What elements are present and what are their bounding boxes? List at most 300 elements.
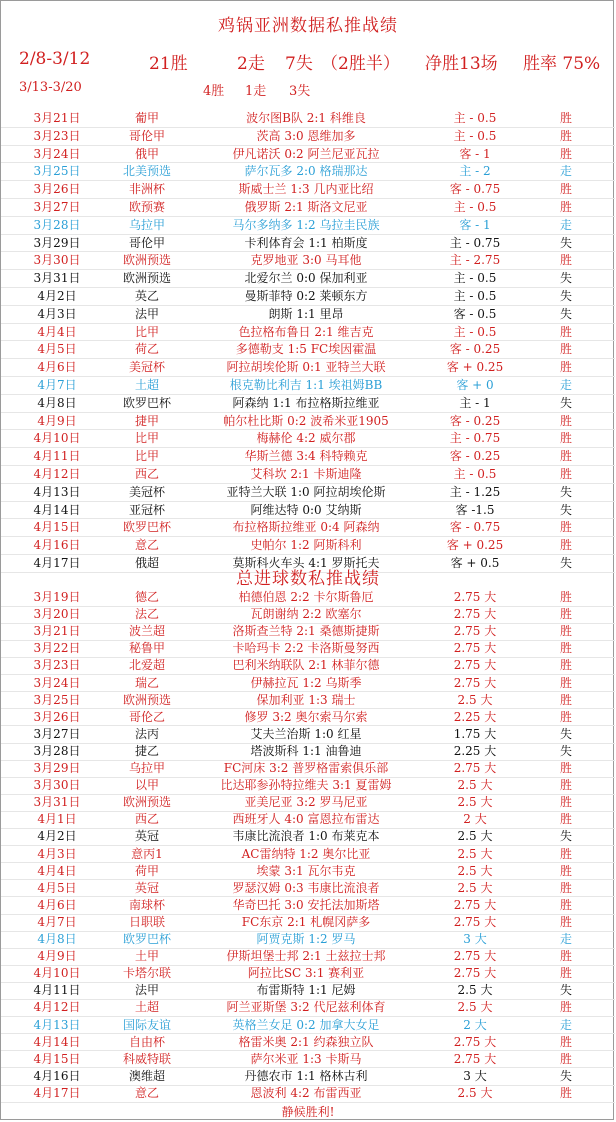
result-mark: 胜 xyxy=(559,778,572,793)
league-name: 英冠 xyxy=(134,880,159,895)
match-date: 3月30日 xyxy=(33,253,81,268)
match-date: 4月13日 xyxy=(33,1017,81,1032)
match-score: 萨尔瓦多 2:0 格瑞那达 xyxy=(244,164,368,179)
match-date: 4月13日 xyxy=(33,484,81,499)
match-date: 4月7日 xyxy=(37,378,77,392)
match-date: 4月4日 xyxy=(37,863,77,878)
result-row xyxy=(1,395,615,413)
handicap-line: 2.5 大 xyxy=(457,983,493,998)
summary2-losses: 3失 xyxy=(289,84,311,99)
result-row xyxy=(1,589,615,607)
result-row xyxy=(1,692,615,710)
handicap-line: 2.75 大 xyxy=(453,675,497,690)
match-date: 3月28日 xyxy=(33,217,81,232)
result-row xyxy=(1,709,615,727)
result-mark: 胜 xyxy=(559,467,572,481)
match-score: 华斯兰德 3:4 科特赖克 xyxy=(244,449,368,464)
result-row xyxy=(1,502,615,520)
match-date: 4月12日 xyxy=(33,1000,81,1015)
league-name: 欧洲预选 xyxy=(122,692,171,707)
league-name: 哥伦乙 xyxy=(128,709,165,724)
handicap-line: 客 + 0.25 xyxy=(446,538,504,553)
handicap-line: 主 - 0.5 xyxy=(453,111,497,125)
result-mark: 胜 xyxy=(559,949,572,964)
match-date: 4月11日 xyxy=(33,449,81,464)
handicap-line: 2.75 大 xyxy=(453,966,497,981)
match-date: 3月27日 xyxy=(33,726,81,741)
match-score: 梅赫伦 4:2 威尔郡 xyxy=(256,431,356,446)
handicap-line: 2.5 大 xyxy=(457,829,493,844)
match-date: 3月24日 xyxy=(33,675,81,690)
handicap-line: 客 - 0.25 xyxy=(449,449,501,464)
league-name: 自由杯 xyxy=(128,1034,165,1049)
league-name: 欧罗巴杯 xyxy=(122,520,171,535)
match-date: 3月28日 xyxy=(33,743,81,758)
result-row xyxy=(1,146,615,164)
handicap-line: 1.75 大 xyxy=(453,726,497,741)
match-score: 多德勒支 1:5 FC埃因霍温 xyxy=(235,342,377,357)
result-mark: 走 xyxy=(559,378,572,392)
handicap-line: 2.75 大 xyxy=(453,590,497,604)
handicap-line: 2.5 大 xyxy=(457,1000,493,1015)
handicap-line: 2.5 大 xyxy=(457,692,493,707)
result-row xyxy=(1,965,615,983)
result-mark: 走 xyxy=(559,164,572,179)
match-date: 3月23日 xyxy=(33,128,81,143)
result-row xyxy=(1,914,615,932)
match-score: 亚特兰大联 1:0 阿拉胡埃伦斯 xyxy=(226,484,386,499)
result-mark: 失 xyxy=(559,235,572,250)
result-mark: 胜 xyxy=(559,342,572,357)
league-name: 北美预选 xyxy=(122,164,171,179)
match-score: 斯威士兰 1:3 几内亚比绍 xyxy=(238,182,374,197)
league-name: 欧洲预选 xyxy=(122,795,171,810)
result-mark: 胜 xyxy=(559,324,572,339)
result-row xyxy=(1,828,615,846)
summary2-period: 3/13-3/20 xyxy=(19,80,82,95)
summary1-half: （2胜半） xyxy=(321,54,400,74)
league-name: 意丙1 xyxy=(131,846,163,861)
result-row xyxy=(1,235,615,253)
league-name: 卡塔尔联 xyxy=(122,966,171,981)
match-score: 丹德农市 1:1 格林古利 xyxy=(244,1068,368,1083)
match-score: 英格兰女足 0:2 加拿大女足 xyxy=(232,1017,380,1032)
result-row xyxy=(1,640,615,658)
match-score: 伊斯坦堡士邦 2:1 土兹拉士邦 xyxy=(226,949,386,964)
result-mark: 胜 xyxy=(559,966,572,981)
result-row xyxy=(1,181,615,199)
result-mark: 胜 xyxy=(559,846,572,861)
handicap-line: 2.75 大 xyxy=(453,914,497,929)
match-score: 西班牙人 4:0 富恩拉布雷达 xyxy=(232,812,380,827)
handicap-line: 2.75 大 xyxy=(453,1051,497,1066)
match-score: 波尔图B队 2:1 科维良 xyxy=(246,111,366,125)
match-score: AC雷纳特 1:2 奥尔比亚 xyxy=(241,846,371,861)
result-mark: 胜 xyxy=(559,880,572,895)
summary1-rate: 胜率 75% xyxy=(523,54,601,74)
result-mark: 胜 xyxy=(559,607,572,622)
match-score: 柏德伯恩 2:2 卡尔斯鲁厄 xyxy=(238,590,374,604)
match-score: 恩波利 4:2 布雷西亚 xyxy=(250,1085,362,1100)
result-mark: 胜 xyxy=(559,431,572,446)
result-mark: 胜 xyxy=(559,641,572,656)
match-date: 3月25日 xyxy=(33,692,81,707)
league-name: 亚冠杯 xyxy=(128,502,165,517)
handicap-line: 2 大 xyxy=(463,1017,487,1032)
result-row xyxy=(1,430,615,448)
result-row xyxy=(1,1034,615,1052)
match-date: 4月8日 xyxy=(37,395,77,410)
match-date: 4月1日 xyxy=(37,812,77,827)
handicap-line: 2.75 大 xyxy=(453,761,497,775)
match-score: 保加利亚 1:3 瑞士 xyxy=(256,692,356,707)
result-mark: 胜 xyxy=(559,624,572,639)
league-name: 北爱超 xyxy=(128,658,165,673)
result-mark: 胜 xyxy=(559,1085,572,1100)
match-date: 3月27日 xyxy=(33,200,81,214)
result-mark: 走 xyxy=(559,932,572,946)
match-score: 阿拉比SC 3:1 赛利亚 xyxy=(247,966,365,981)
result-mark: 胜 xyxy=(559,413,572,428)
match-date: 3月23日 xyxy=(33,658,81,673)
handicap-line: 主 - 2 xyxy=(459,164,491,179)
match-date: 4月6日 xyxy=(37,360,77,375)
league-name: 国际友谊 xyxy=(122,1017,171,1032)
result-mark: 胜 xyxy=(559,709,572,724)
result-mark: 胜 xyxy=(559,1051,572,1066)
league-name: 欧洲预选 xyxy=(122,253,171,268)
match-date: 4月5日 xyxy=(37,342,77,357)
handicap-line: 2.5 大 xyxy=(457,846,493,861)
league-name: 非洲杯 xyxy=(128,182,165,197)
match-date: 4月15日 xyxy=(33,1051,81,1066)
league-name: 英冠 xyxy=(134,829,159,844)
match-score: 茨高 3:0 恩维加多 xyxy=(256,128,356,143)
result-mark: 胜 xyxy=(559,914,572,929)
match-date: 4月17日 xyxy=(33,1085,81,1100)
match-date: 4月16日 xyxy=(33,538,81,553)
match-score: 修罗 3:2 奥尔索马尔索 xyxy=(244,709,368,724)
match-score: 艾夫兰治斯 1:0 红星 xyxy=(250,726,362,741)
league-name: 葡甲 xyxy=(134,111,159,125)
league-name: 科威特联 xyxy=(122,1051,171,1066)
result-row xyxy=(1,657,615,675)
summary2-pushes: 1走 xyxy=(245,84,267,99)
league-name: 南球杯 xyxy=(128,897,165,912)
result-mark: 胜 xyxy=(559,897,572,912)
result-mark: 失 xyxy=(559,556,572,570)
result-row xyxy=(1,448,615,466)
handicap-line: 客 + 0 xyxy=(456,378,494,392)
result-mark: 失 xyxy=(559,289,572,303)
league-name: 欧罗巴杯 xyxy=(122,395,171,410)
result-mark: 胜 xyxy=(559,1034,572,1049)
handicap-line: 客 - 0.25 xyxy=(449,342,501,357)
result-mark: 走 xyxy=(559,1017,572,1032)
match-date: 3月29日 xyxy=(33,761,81,775)
match-score: 根克勒比利吉 1:1 埃祖姆BB xyxy=(229,378,383,392)
result-mark: 胜 xyxy=(559,1000,572,1015)
result-mark: 胜 xyxy=(559,146,572,161)
league-name: 波兰超 xyxy=(128,624,165,639)
result-row xyxy=(1,1068,615,1086)
match-date: 4月15日 xyxy=(33,520,81,535)
match-score: 埃蒙 3:1 瓦尔韦克 xyxy=(256,863,356,878)
league-name: 法甲 xyxy=(134,983,159,998)
match-score: 曼斯菲特 0:2 莱顿东方 xyxy=(244,289,368,303)
league-name: 土甲 xyxy=(134,949,159,964)
match-date: 4月4日 xyxy=(37,324,77,339)
match-score: 阿贾克斯 1:2 罗马 xyxy=(256,932,356,946)
league-name: 英乙 xyxy=(134,289,159,303)
match-score: 朗斯 1:1 里昂 xyxy=(268,306,344,321)
result-mark: 胜 xyxy=(559,538,572,553)
league-name: 法甲 xyxy=(134,306,159,321)
match-date: 4月6日 xyxy=(37,897,77,912)
handicap-line: 主 - 0.5 xyxy=(453,128,497,143)
handicap-line: 2.5 大 xyxy=(457,795,493,810)
league-name: 乌拉甲 xyxy=(128,217,165,232)
match-score: 比达耶参孙特拉维夫 3:1 夏雷姆 xyxy=(220,778,392,793)
handicap-line: 主 - 0.5 xyxy=(453,271,497,286)
match-date: 4月9日 xyxy=(37,413,77,428)
match-date: 3月22日 xyxy=(33,641,81,656)
match-date: 3月31日 xyxy=(33,271,81,286)
match-date: 4月2日 xyxy=(37,829,77,844)
result-row xyxy=(1,760,615,778)
result-mark: 胜 xyxy=(559,863,572,878)
match-date: 4月16日 xyxy=(33,1068,81,1083)
result-row xyxy=(1,484,615,502)
result-row xyxy=(1,999,615,1017)
result-mark: 胜 xyxy=(559,795,572,810)
match-score: 阿维达特 0:0 艾纳斯 xyxy=(250,502,362,517)
league-name: 荷乙 xyxy=(134,342,159,357)
league-name: 土超 xyxy=(134,1000,159,1015)
result-row xyxy=(1,1051,615,1069)
result-row xyxy=(1,537,615,555)
result-mark: 胜 xyxy=(559,449,572,464)
match-score: 阿拉胡埃伦斯 0:1 亚特兰大联 xyxy=(226,360,386,375)
match-date: 3月30日 xyxy=(33,778,81,793)
result-mark: 胜 xyxy=(559,658,572,673)
result-row xyxy=(1,1017,615,1035)
result-row xyxy=(1,931,615,949)
league-name: 欧预赛 xyxy=(128,200,165,214)
match-score: 莫斯科火车头 4:1 罗斯托夫 xyxy=(232,556,380,570)
handicap-line: 主 - 1 xyxy=(459,395,491,410)
result-mark: 胜 xyxy=(559,111,572,125)
asian-title: 鸡锅亚洲数据私推战绩 xyxy=(218,16,398,36)
league-name: 俄超 xyxy=(134,556,159,570)
result-row xyxy=(1,897,615,915)
handicap-line: 2.25 大 xyxy=(453,709,497,724)
league-name: 法乙 xyxy=(134,607,159,622)
result-row xyxy=(1,606,615,624)
result-row xyxy=(1,811,615,829)
result-mark: 失 xyxy=(559,983,572,998)
league-name: 法丙 xyxy=(134,726,159,741)
result-row xyxy=(1,217,615,235)
league-name: 哥伦甲 xyxy=(128,235,165,250)
handicap-line: 2 大 xyxy=(463,812,487,827)
league-name: 日职联 xyxy=(128,914,165,929)
match-score: 巴利米纳联队 2:1 林菲尔德 xyxy=(232,658,380,673)
match-date: 4月3日 xyxy=(37,846,77,861)
league-name: 意乙 xyxy=(134,538,159,553)
result-mark: 胜 xyxy=(559,692,572,707)
league-name: 德乙 xyxy=(134,590,159,604)
result-mark: 胜 xyxy=(559,128,572,143)
match-date: 3月21日 xyxy=(33,111,81,125)
result-row xyxy=(1,252,615,270)
result-mark: 失 xyxy=(559,743,572,758)
league-name: 荷甲 xyxy=(134,863,159,878)
result-row xyxy=(1,880,615,898)
handicap-line: 2.75 大 xyxy=(453,641,497,656)
league-name: 美冠杯 xyxy=(128,484,165,499)
result-mark: 胜 xyxy=(559,182,572,197)
result-mark: 胜 xyxy=(559,590,572,604)
match-score: FC东京 2:1 札幌冈萨多 xyxy=(241,914,371,929)
match-date: 3月29日 xyxy=(33,235,81,250)
match-date: 4月5日 xyxy=(37,880,77,895)
league-name: 捷乙 xyxy=(134,743,159,758)
result-mark: 胜 xyxy=(559,520,572,535)
result-row xyxy=(1,1085,615,1103)
result-row xyxy=(1,846,615,864)
handicap-line: 主 - 2.75 xyxy=(449,253,501,268)
match-score: 布拉格斯拉维亚 0:4 阿森纳 xyxy=(232,520,380,535)
handicap-line: 2.25 大 xyxy=(453,743,497,758)
handicap-line: 客 - 1 xyxy=(459,217,491,232)
result-row xyxy=(1,466,615,484)
match-date: 4月9日 xyxy=(37,949,77,964)
league-name: 美冠杯 xyxy=(128,360,165,375)
match-score: 卡利体育会 1:1 柏斯度 xyxy=(244,235,368,250)
handicap-line: 2.5 大 xyxy=(457,863,493,878)
result-row xyxy=(1,519,615,537)
result-mark: 失 xyxy=(559,271,572,286)
result-row xyxy=(1,743,615,761)
match-date: 4月10日 xyxy=(33,431,81,446)
handicap-line: 客 -1.5 xyxy=(455,502,495,517)
handicap-line: 主 - 0.5 xyxy=(453,324,497,339)
result-mark: 失 xyxy=(559,502,572,517)
match-date: 4月14日 xyxy=(33,502,81,517)
result-mark: 失 xyxy=(559,726,572,741)
result-row xyxy=(1,777,615,795)
handicap-line: 2.75 大 xyxy=(453,658,497,673)
result-row xyxy=(1,128,615,146)
match-score: 马尔多纳多 1:2 乌拉圭民族 xyxy=(232,217,380,232)
league-name: 哥伦甲 xyxy=(128,128,165,143)
match-score: FC河床 3:2 普罗格雷索俱乐部 xyxy=(223,761,389,775)
handicap-line: 3 大 xyxy=(463,932,487,946)
match-score: 伊赫拉瓦 1:2 乌斯季 xyxy=(250,675,362,690)
handicap-line: 客 - 0.75 xyxy=(449,520,501,535)
result-row xyxy=(1,163,615,181)
match-score: 瓦朗谢纳 2:2 欧塞尔 xyxy=(250,607,362,622)
handicap-line: 客 - 1 xyxy=(459,146,491,161)
match-date: 4月14日 xyxy=(33,1034,81,1049)
match-date: 4月12日 xyxy=(33,467,81,481)
match-score: 帕尔杜比斯 0:2 波希米亚1905 xyxy=(223,413,389,428)
handicap-line: 2.5 大 xyxy=(457,1085,493,1100)
match-score: 史帕尔 1:2 阿斯科利 xyxy=(250,538,362,553)
match-date: 4月8日 xyxy=(37,932,77,946)
result-mark: 失 xyxy=(559,395,572,410)
result-row xyxy=(1,794,615,812)
league-name: 土超 xyxy=(134,378,159,392)
league-name: 比甲 xyxy=(134,431,159,446)
result-mark: 胜 xyxy=(559,761,572,775)
match-score: 北爱尔兰 0:0 保加利亚 xyxy=(244,271,368,286)
league-name: 秘鲁甲 xyxy=(128,641,165,656)
match-date: 3月26日 xyxy=(33,709,81,724)
match-date: 3月19日 xyxy=(33,590,81,604)
league-name: 乌拉甲 xyxy=(128,761,165,775)
result-row xyxy=(1,726,615,744)
match-score: 色拉格布鲁日 2:1 维吉克 xyxy=(238,324,374,339)
handicap-line: 2.75 大 xyxy=(453,897,497,912)
handicap-line: 主 - 1.25 xyxy=(449,484,501,499)
handicap-line: 2.75 大 xyxy=(453,607,497,622)
match-date: 3月25日 xyxy=(33,164,81,179)
league-name: 欧罗巴杯 xyxy=(122,932,171,946)
match-date: 4月7日 xyxy=(37,914,77,929)
result-row xyxy=(1,306,615,324)
match-score: 布雷斯特 1:1 尼姆 xyxy=(256,983,356,998)
handicap-line: 客 + 0.25 xyxy=(446,360,504,375)
summary1-losses: 7失 xyxy=(285,54,313,74)
handicap-line: 主 - 0.5 xyxy=(453,200,497,214)
result-row xyxy=(1,288,615,306)
match-score: 阿森纳 1:1 布拉格斯拉维亚 xyxy=(232,395,380,410)
result-mark: 失 xyxy=(559,829,572,844)
summary1-wins: 21胜 xyxy=(149,54,188,74)
result-mark: 胜 xyxy=(559,360,572,375)
league-name: 比甲 xyxy=(134,449,159,464)
result-mark: 胜 xyxy=(559,675,572,690)
result-mark: 失 xyxy=(559,306,572,321)
league-name: 意乙 xyxy=(134,1085,159,1100)
result-row xyxy=(1,948,615,966)
handicap-line: 主 - 0.5 xyxy=(453,289,497,303)
result-mark: 胜 xyxy=(559,812,572,827)
handicap-line: 3 大 xyxy=(463,1068,487,1083)
match-date: 4月10日 xyxy=(33,966,81,981)
result-row xyxy=(1,377,615,395)
summary1-net: 净胜13场 xyxy=(425,54,498,74)
result-mark: 失 xyxy=(559,484,572,499)
match-score: 格雷米奥 2:1 约森独立队 xyxy=(238,1034,374,1049)
league-name: 西乙 xyxy=(134,467,159,481)
league-name: 瑞乙 xyxy=(134,675,159,690)
result-row xyxy=(1,359,615,377)
match-score: 洛斯查兰特 2:1 桑德斯捷斯 xyxy=(232,624,380,639)
match-date: 4月11日 xyxy=(33,983,81,998)
result-row xyxy=(1,270,615,288)
handicap-line: 客 - 0.75 xyxy=(449,182,501,197)
handicap-line: 主 - 0.75 xyxy=(449,235,501,250)
match-score: 萨尔米亚 1:3 卡斯马 xyxy=(250,1051,362,1066)
match-score: 塔波斯科 1:1 油鲁迪 xyxy=(250,743,362,758)
handicap-line: 客 - 0.25 xyxy=(449,413,501,428)
handicap-line: 主 - 0.75 xyxy=(449,431,501,446)
summary1-pushes: 2走 xyxy=(237,54,265,74)
result-mark: 走 xyxy=(559,217,572,232)
